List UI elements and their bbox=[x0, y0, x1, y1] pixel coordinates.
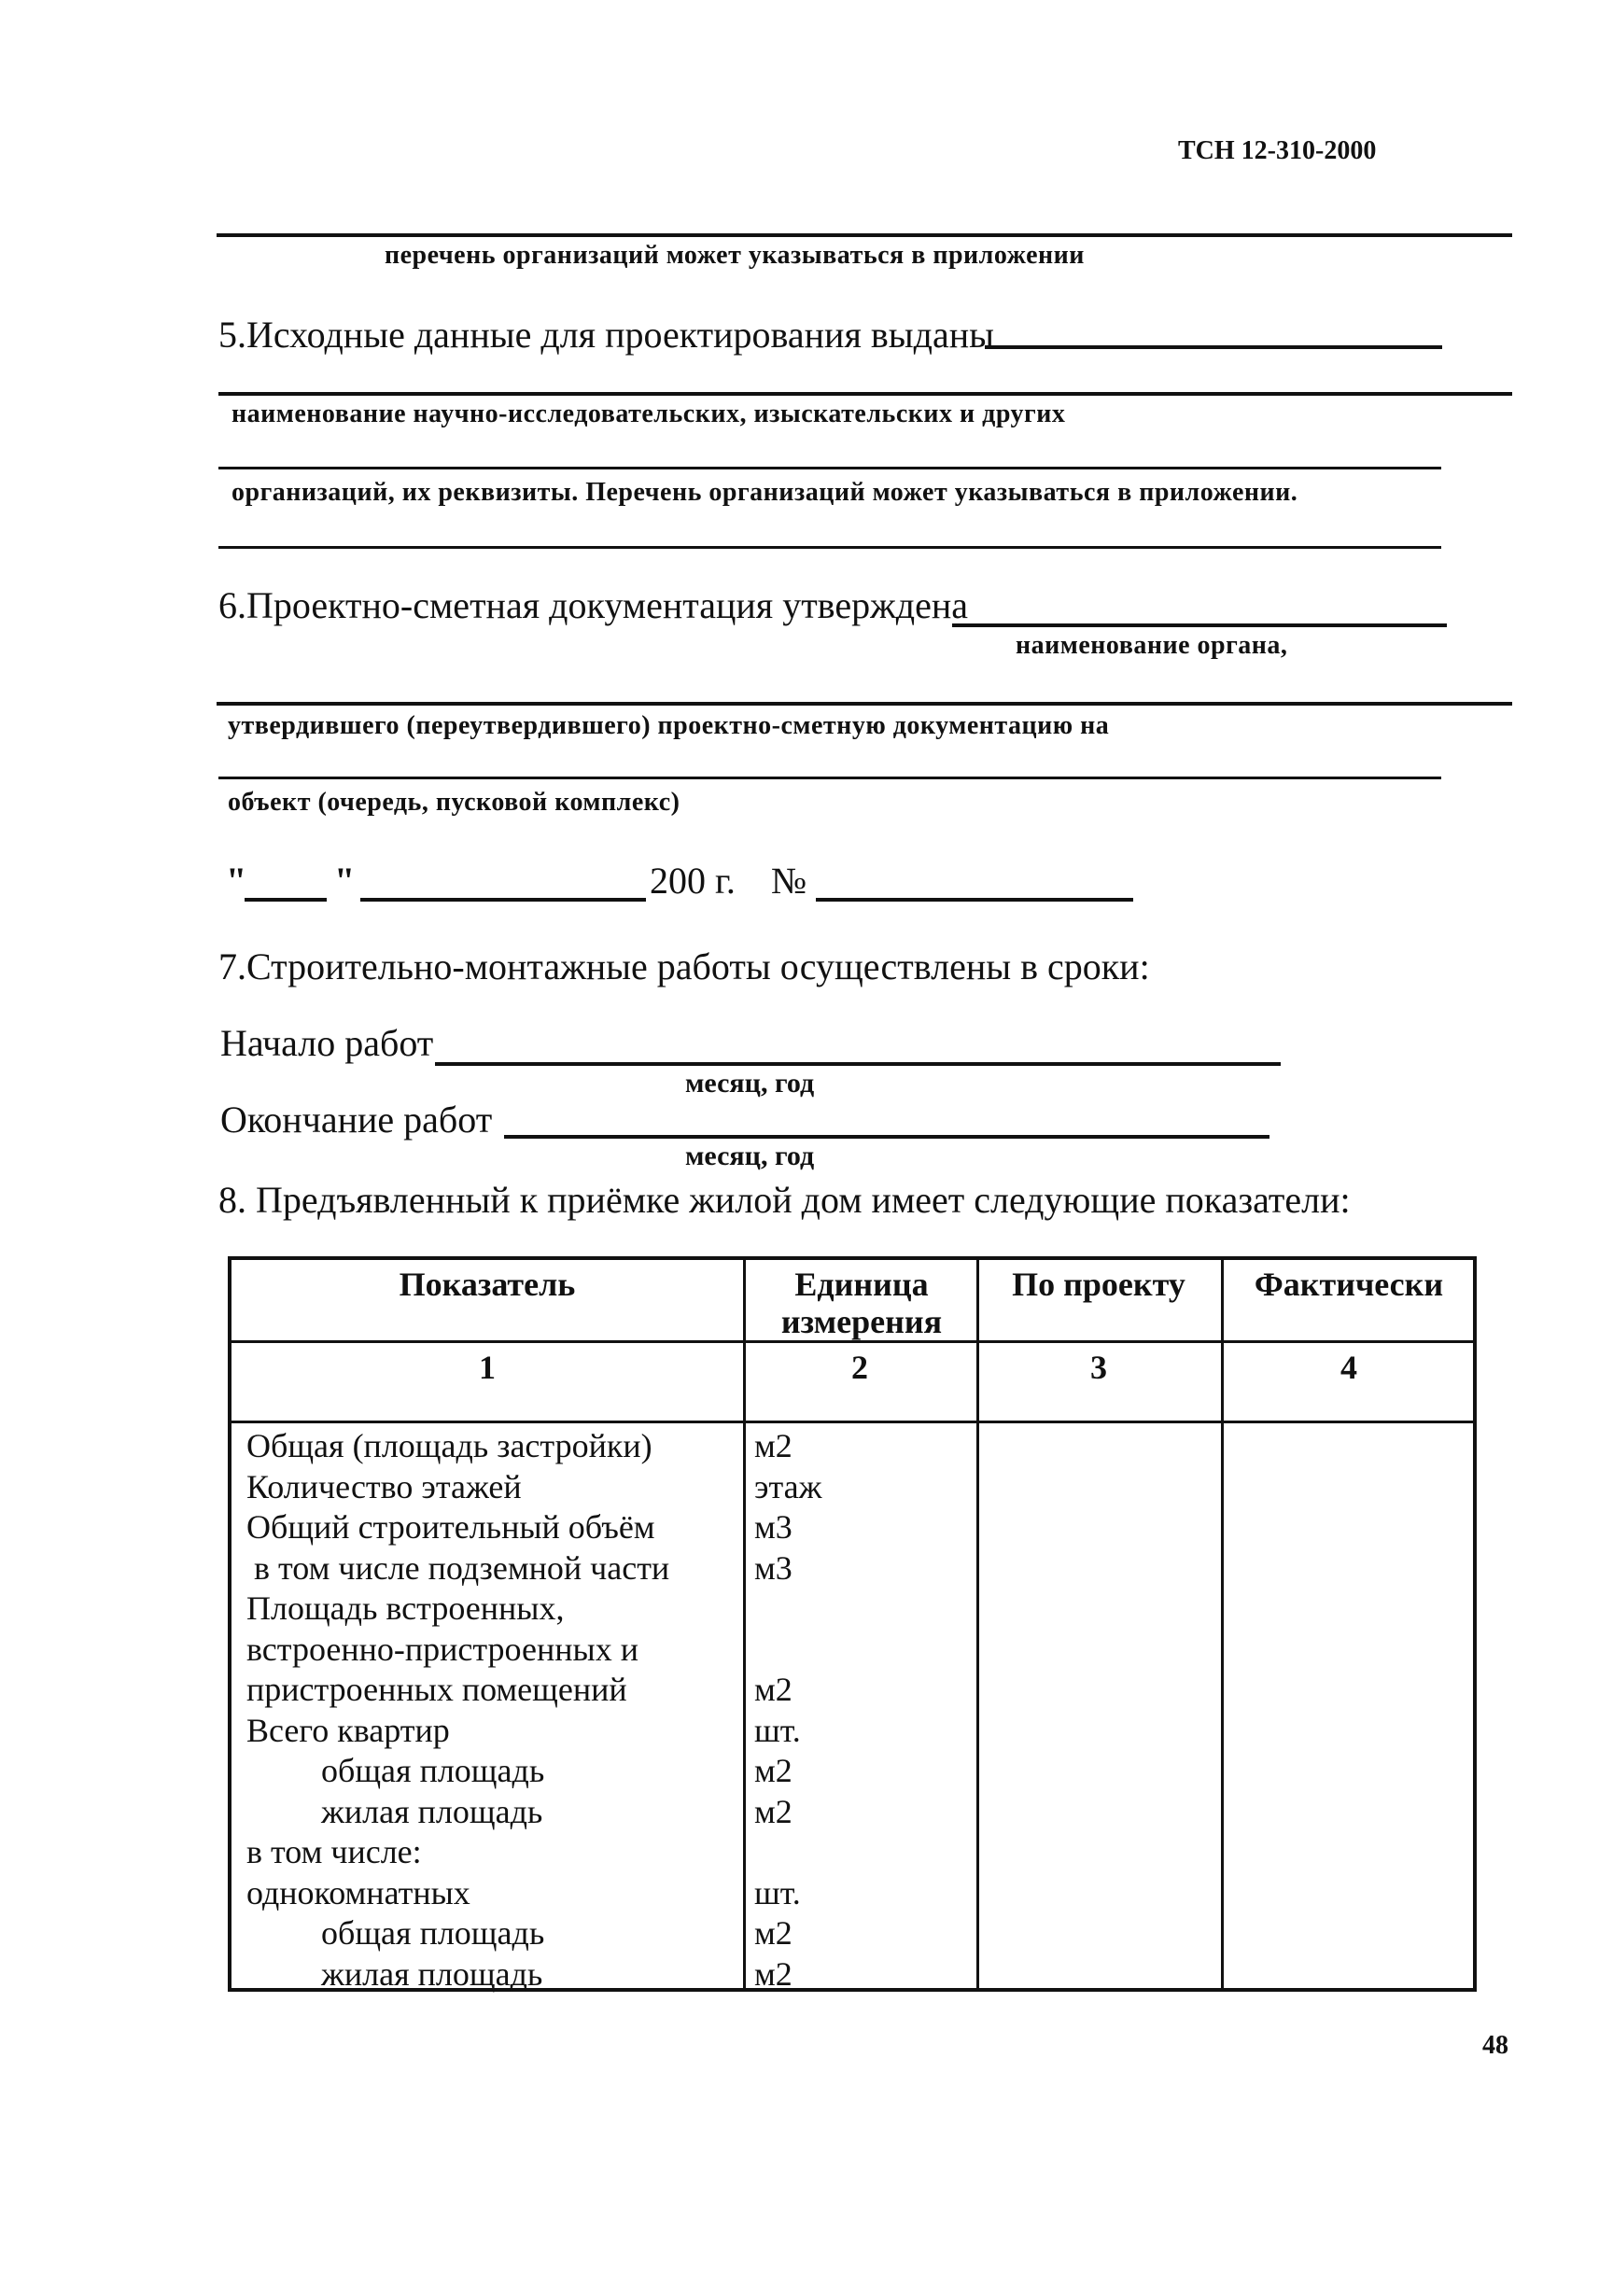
note-approved-by-2: объект (очередь, пусковой комплекс) bbox=[228, 788, 680, 817]
row-unit: м2 bbox=[754, 1752, 792, 1789]
rule-research-orgs-2 bbox=[218, 467, 1441, 469]
blank-date-day[interactable] bbox=[245, 898, 327, 902]
col-number-1: 1 bbox=[479, 1349, 496, 1386]
note-approved-by-1: утвердившего (переутвердившего) проектно-сметную документацию на bbox=[228, 711, 1110, 740]
note-month-year-1: месяц, год bbox=[685, 1068, 815, 1099]
header-indicator: Показатель bbox=[399, 1266, 576, 1303]
row-indicator: Количество этажей bbox=[246, 1467, 522, 1505]
row-indicator: жилая площадь bbox=[321, 1792, 543, 1830]
date-year: 200 г. bbox=[650, 860, 736, 902]
row-indicator: пристроенных помещений bbox=[246, 1671, 627, 1708]
row-unit: м2 bbox=[754, 1954, 792, 1993]
date-quote-open: " bbox=[226, 860, 247, 902]
section-8-title: 8. Предъявленный к приёмке жилой дом имеет следующие показатели: bbox=[218, 1179, 1351, 1221]
date-number-sign: № bbox=[771, 860, 807, 902]
row-unit: м3 bbox=[754, 1548, 792, 1587]
row-indicator: Всего квартир bbox=[246, 1711, 450, 1749]
row-indicator: в том числе подземной части bbox=[254, 1548, 670, 1587]
rule-approved-by bbox=[217, 702, 1512, 706]
row-unit: м2 bbox=[754, 1914, 792, 1952]
row-indicator: Общий строительный объём bbox=[246, 1508, 655, 1546]
blank-date-number[interactable] bbox=[816, 898, 1133, 902]
section-6-title: 6.Проектно-сметная документация утверждена bbox=[218, 584, 968, 626]
row-indicator: однокомнатных bbox=[246, 1873, 470, 1911]
section-5-title: 5.Исходные данные для проектирования выданы bbox=[218, 314, 994, 356]
row-unit: м2 bbox=[754, 1427, 792, 1464]
start-works-label: Начало работ bbox=[220, 1022, 434, 1064]
rule-approved-by-2 bbox=[218, 777, 1441, 779]
row-indicator: жилая площадь bbox=[321, 1954, 543, 1993]
row-indicator: Площадь встроенных, bbox=[246, 1589, 565, 1627]
indicators-table bbox=[228, 1256, 1477, 1992]
blank-section-6[interactable] bbox=[952, 623, 1447, 627]
row-indicator: общая площадь bbox=[321, 1914, 545, 1952]
col-number-3: 3 bbox=[1090, 1349, 1107, 1386]
blank-end-works[interactable] bbox=[504, 1135, 1269, 1139]
blank-section-5[interactable] bbox=[985, 345, 1442, 349]
blank-date-month[interactable] bbox=[360, 898, 646, 902]
note-research-orgs-2: организаций, их реквизиты. Перечень организаций может указываться в приложении. bbox=[231, 478, 1298, 507]
row-unit: этаж bbox=[754, 1467, 822, 1505]
end-works-label: Окончание работ bbox=[220, 1099, 493, 1141]
rule-org-list bbox=[217, 233, 1512, 237]
note-org-list: перечень организаций может указываться в приложении bbox=[385, 241, 1085, 270]
header-by-project: По проекту bbox=[1012, 1266, 1185, 1303]
row-divider-numbers bbox=[231, 1421, 1473, 1423]
rule-research-orgs bbox=[218, 392, 1512, 396]
note-research-orgs-1: наименование научно-исследовательских, изыскательских и других bbox=[231, 399, 1066, 428]
row-unit: шт. bbox=[754, 1873, 801, 1911]
row-indicator: Общая (площадь застройки) bbox=[246, 1427, 652, 1464]
row-unit: шт. bbox=[754, 1711, 801, 1749]
row-indicator: общая площадь bbox=[321, 1752, 545, 1789]
header-unit: Единица измерения bbox=[780, 1266, 943, 1340]
note-month-year-2: месяц, год bbox=[685, 1141, 815, 1171]
row-unit: м2 bbox=[754, 1671, 792, 1708]
row-unit: м3 bbox=[754, 1508, 792, 1546]
section-7-title: 7.Строительно-монтажные работы осуществлены в сроки: bbox=[218, 945, 1150, 987]
row-indicator: в том числе: bbox=[246, 1833, 422, 1870]
blank-start-works[interactable] bbox=[435, 1062, 1281, 1066]
col-number-2: 2 bbox=[851, 1349, 868, 1386]
note-organ-name: наименование органа, bbox=[1016, 631, 1288, 660]
page-number: 48 bbox=[1482, 2031, 1508, 2060]
rule-research-orgs-3 bbox=[218, 546, 1441, 549]
date-quote-close: " bbox=[334, 860, 356, 902]
row-divider-header bbox=[231, 1340, 1473, 1343]
header-actual: Фактически bbox=[1254, 1266, 1444, 1303]
row-indicator: встроенно-пристроенных и bbox=[246, 1630, 638, 1668]
row-unit: м2 bbox=[754, 1792, 792, 1830]
document-code: ТСН 12-310-2000 bbox=[1178, 136, 1377, 165]
col-number-4: 4 bbox=[1340, 1349, 1357, 1386]
